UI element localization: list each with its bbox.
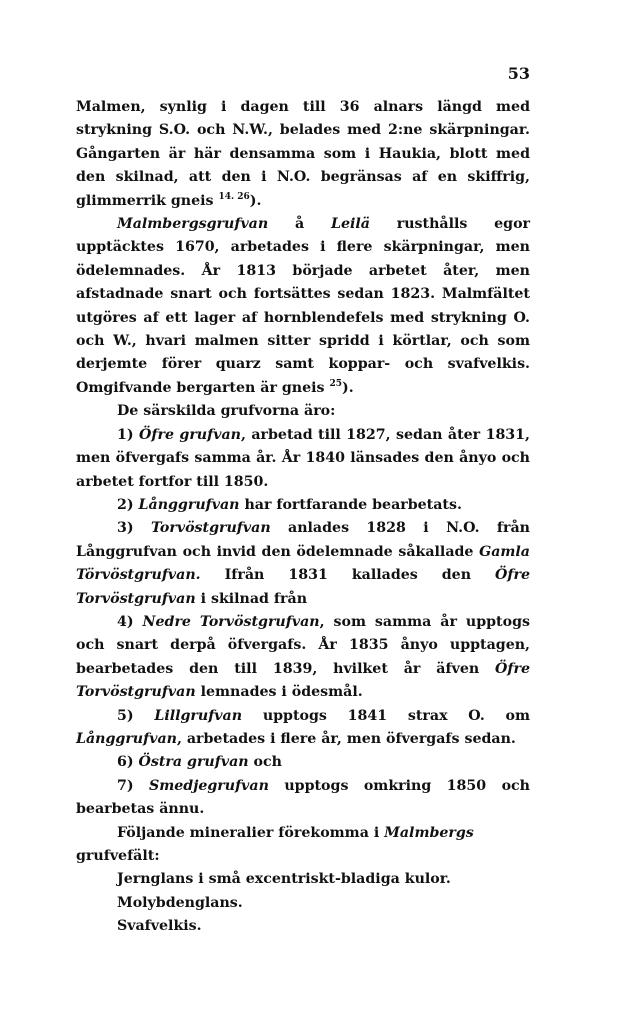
mineral-item: Svafvelkis. [117,918,202,935]
footnote-ref: 14. 26 [218,191,250,202]
paragraph-mineralier: Följande mineralier förekomma i Malmbergs grufvefält: [76,824,474,864]
footnote-ref: 25 [329,378,342,389]
body-text [76,96,530,939]
list-item-3: 3) Torvöstgrufvan anlades 1828 i N.O. från Långgrufvan och invid den ödelemnade såkallade Gamla Törvöstgrufvan. Ifrån 1831 kallades den Öfre Torvöstgrufvan i skilnad från [76,520,530,607]
list-item-1: 1) Öfre grufvan, arbetad till 1827, sedan åter 1831, men öfvergafs samma år. År 1840 länsades den ånyo och arbetet fortfor till 1850. [76,426,530,490]
page-number: 53 [507,64,530,83]
paragraph-malmbergsgrufvan: Malmbergsgrufvan å Leilä rusthålls egor upptäcktes 1670, arbetades i flere skärpningar, men ödelemnades. År 1813 började arbetet åter, men afstadnade snart och fortsättes sedan 1823. Malmfältet utgöres af ett lager af hornblendefels med strykning O. och W., hvari malmen sitter spridd i körtlar, och som derjemte förer quarz samt koppar- och svafvelkis. Omgifvande bergarten är gneis $^{25}$). [76,216,531,396]
list-item-2: 2) Långgrufvan har fortfarande bearbetats. [117,496,462,513]
list-item-7: 7) Smedjegrufvan upptogs omkring 1850 och bearbetas ännu. [76,777,530,818]
list-item-4: 4) Nedre Torvöstgrufvan, som samma år upptogs och snart derpå öfvergafs. År 1835 ånyo upptagen, bearbetades den till 1839, hvilket år äfven Öfre Torvöstgrufvan lemnades i ödesmål. [76,613,530,701]
paragraph-grufvorna-intro: De särskilda grufvorna äro: [117,403,336,420]
list-item-6: 6) Östra grufvan och [117,754,282,771]
paragraph-malmen: Malmen, synlig i dagen till 36 alnars längd med strykning S.O. och N.W., belades med 2:ne skärpningar. Gångarten är här densamma som i Haukia, blott med den skilnad, att den i N.O. begränsas af en skiffrig, glimmerrik gneis $^{14. 26}$). [76,99,530,209]
mineral-item: Molybdenglans. [117,894,243,911]
list-item-5: 5) Lillgrufvan upptogs 1841 strax O. om Långgrufvan, arbetades i flere år, men öfvergafs sedan. [76,707,530,747]
mineral-item: Jernglans i små excentriskt-bladiga kulor. [117,871,451,888]
